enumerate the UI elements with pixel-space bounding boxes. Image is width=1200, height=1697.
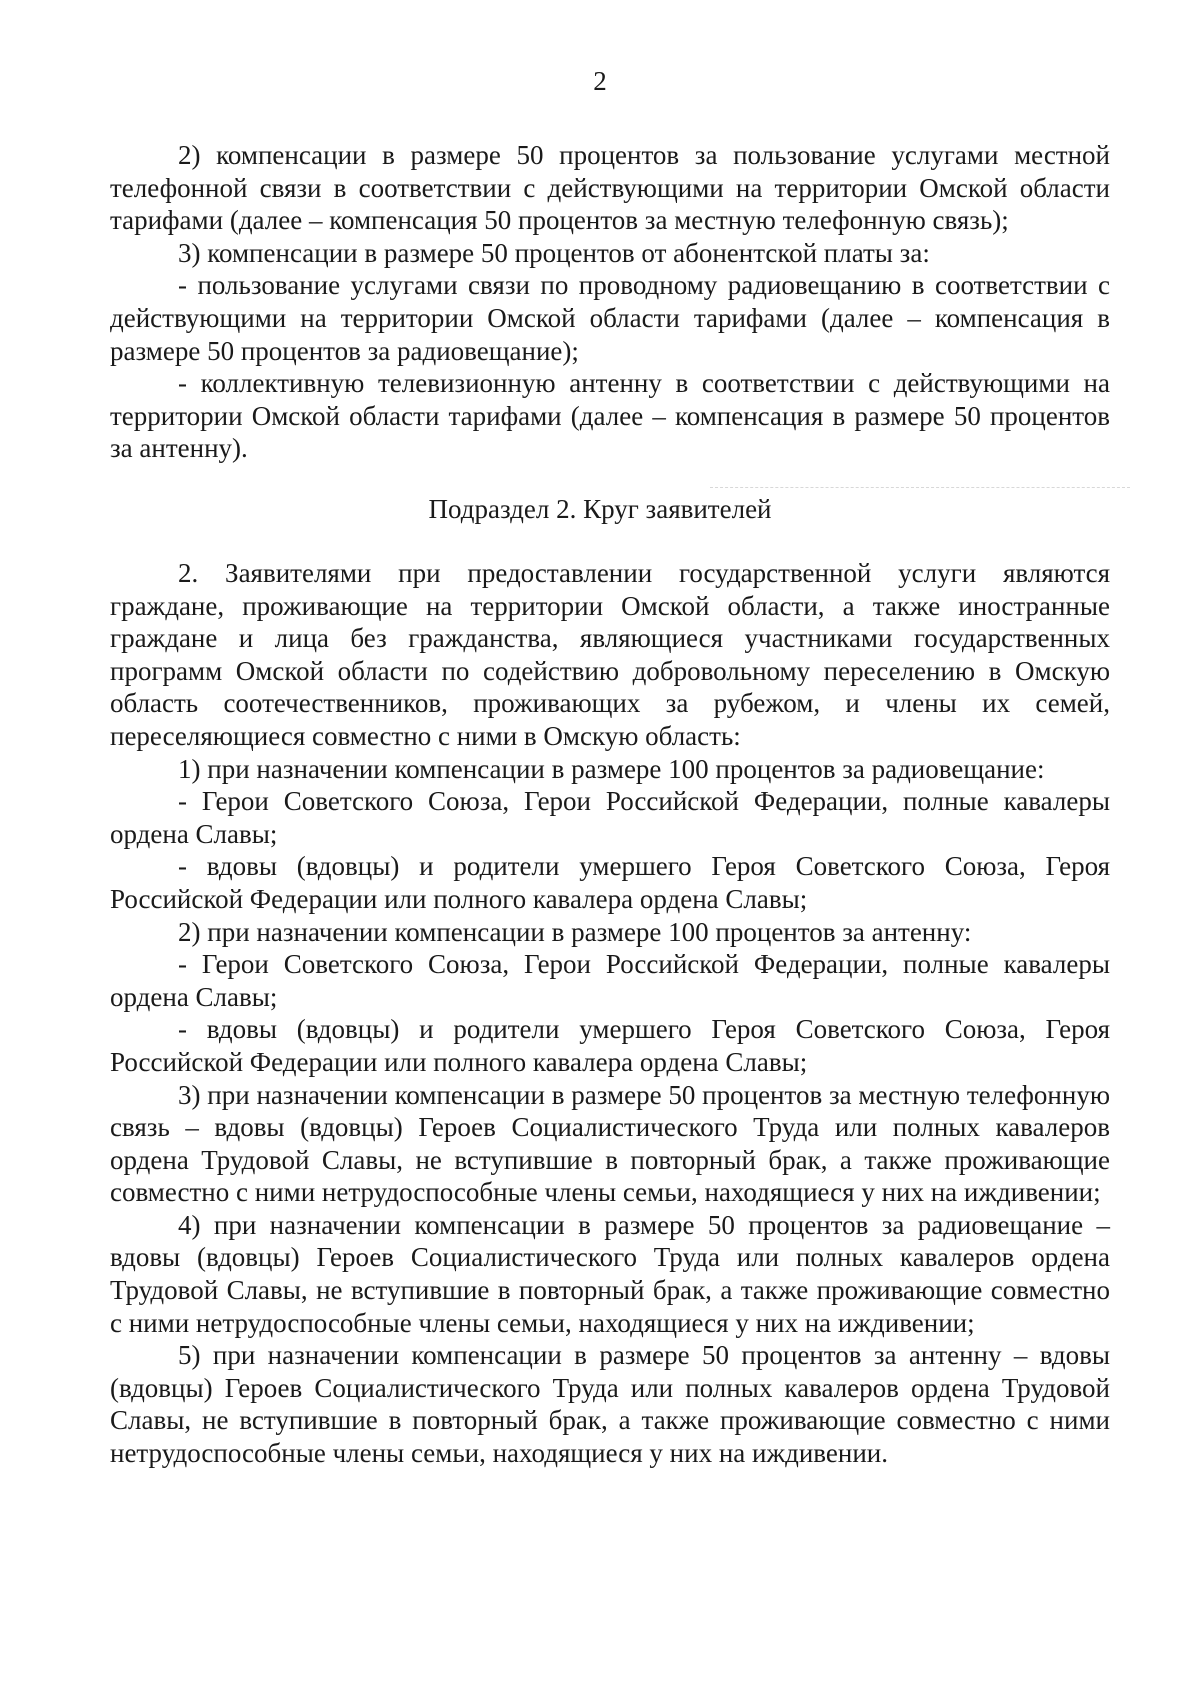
paragraph-item-5-antenna-50: 5) при назначении компенсации в размере 50 процентов за антенну – вдовы (вдовцы) Героев Социалистического Труда или полных кавалеров ордена Трудовой Славы, не вступившие в повторный брак, а также проживающие совместно с ними нетрудоспособные члены семьи, находящиеся у них на иждивении.: [110, 1340, 1110, 1469]
paragraph-item-4-radio-50: 4) при назначении компенсации в размере 50 процентов за радиовещание – вдовы (вдовцы) Героев Социалистического Труда или полных кавалеров ордена Трудовой Славы, не вступившие в повторный брак, а также проживающие совместно с ними нетрудоспособные члены семьи, находящиеся у них на иждивении;: [110, 1209, 1110, 1338]
compensation-types-list: [110, 139, 1110, 465]
paragraph-item-3-phone-50: 3) при назначении компенсации в размере 50 процентов за местную телефонную связь – вдовы (вдовцы) Героев Социалистического Труда или полных кавалеров ордена Трудовой Славы, не вступившие в повторный брак, а также проживающие совместно с ними нетрудоспособные члены семьи, находящиеся у них на иждивении;: [110, 1079, 1110, 1208]
paragraph-widows-antenna: - вдовы (вдовцы) и родители умершего Героя Советского Союза, Героя Российской Федерации или полного кавалера ордена Славы;: [110, 1014, 1110, 1077]
paragraph-tv-antenna: - коллективную телевизионную антенну в соответствии с действующими на территории Омской области тарифами (далее – компенсация в размере 50 процентов за антенну).: [110, 368, 1110, 464]
paragraph-widows-radio: - вдовы (вдовцы) и родители умершего Героя Советского Союза, Героя Российской Федерации или полного кавалера ордена Славы;: [110, 851, 1110, 914]
paragraph-item-3-subscription: 3) компенсации в размере 50 процентов от абонентской платы за:: [178, 237, 930, 268]
paragraph-item-2-local-phone: 2) компенсации в размере 50 процентов за пользование услугами местной телефонной связи в соответствии с действующими на территории Омской области тарифами (далее – компенсация 50 процентов за местную телефонную связь);: [110, 140, 1110, 236]
applicants-section: [110, 557, 1110, 1470]
paragraph-heroes-antenna: - Герои Советского Союза, Герои Российской Федерации, полные кавалеры ордена Славы;: [110, 949, 1110, 1012]
page-number: 2: [593, 66, 607, 96]
paragraph-item-1-radio-100: 1) при назначении компенсации в размере 100 процентов за радиовещание:: [178, 753, 1045, 784]
paragraph-item-2-antenna-100: 2) при назначении компенсации в размере 100 процентов за антенну:: [178, 916, 972, 947]
scan-artifact-line: [710, 487, 1130, 488]
subsection-heading: Подраздел 2. Круг заявителей: [428, 494, 772, 524]
paragraph-radio-broadcast: - пользование услугами связи по проводному радиовещанию в соответствии с действующими на территории Омской области тарифами (далее – компенсация в размере 50 процентов за радиовещание);: [110, 270, 1110, 366]
paragraph-heroes-radio: - Герои Советского Союза, Герои Российской Федерации, полные кавалеры ордена Славы;: [110, 786, 1110, 849]
paragraph-applicants-intro: 2. Заявителями при предоставлении государственной услуги являются граждане, проживающие на территории Омской области, а также иностранные граждане и лица без гражданства, являющиеся участниками государственных программ Омской области по содействию добровольному переселению в Омскую область соотечественников, проживающих за рубежом, и члены их семей, переселяющиеся совместно с ними в Омскую область:: [110, 558, 1110, 751]
